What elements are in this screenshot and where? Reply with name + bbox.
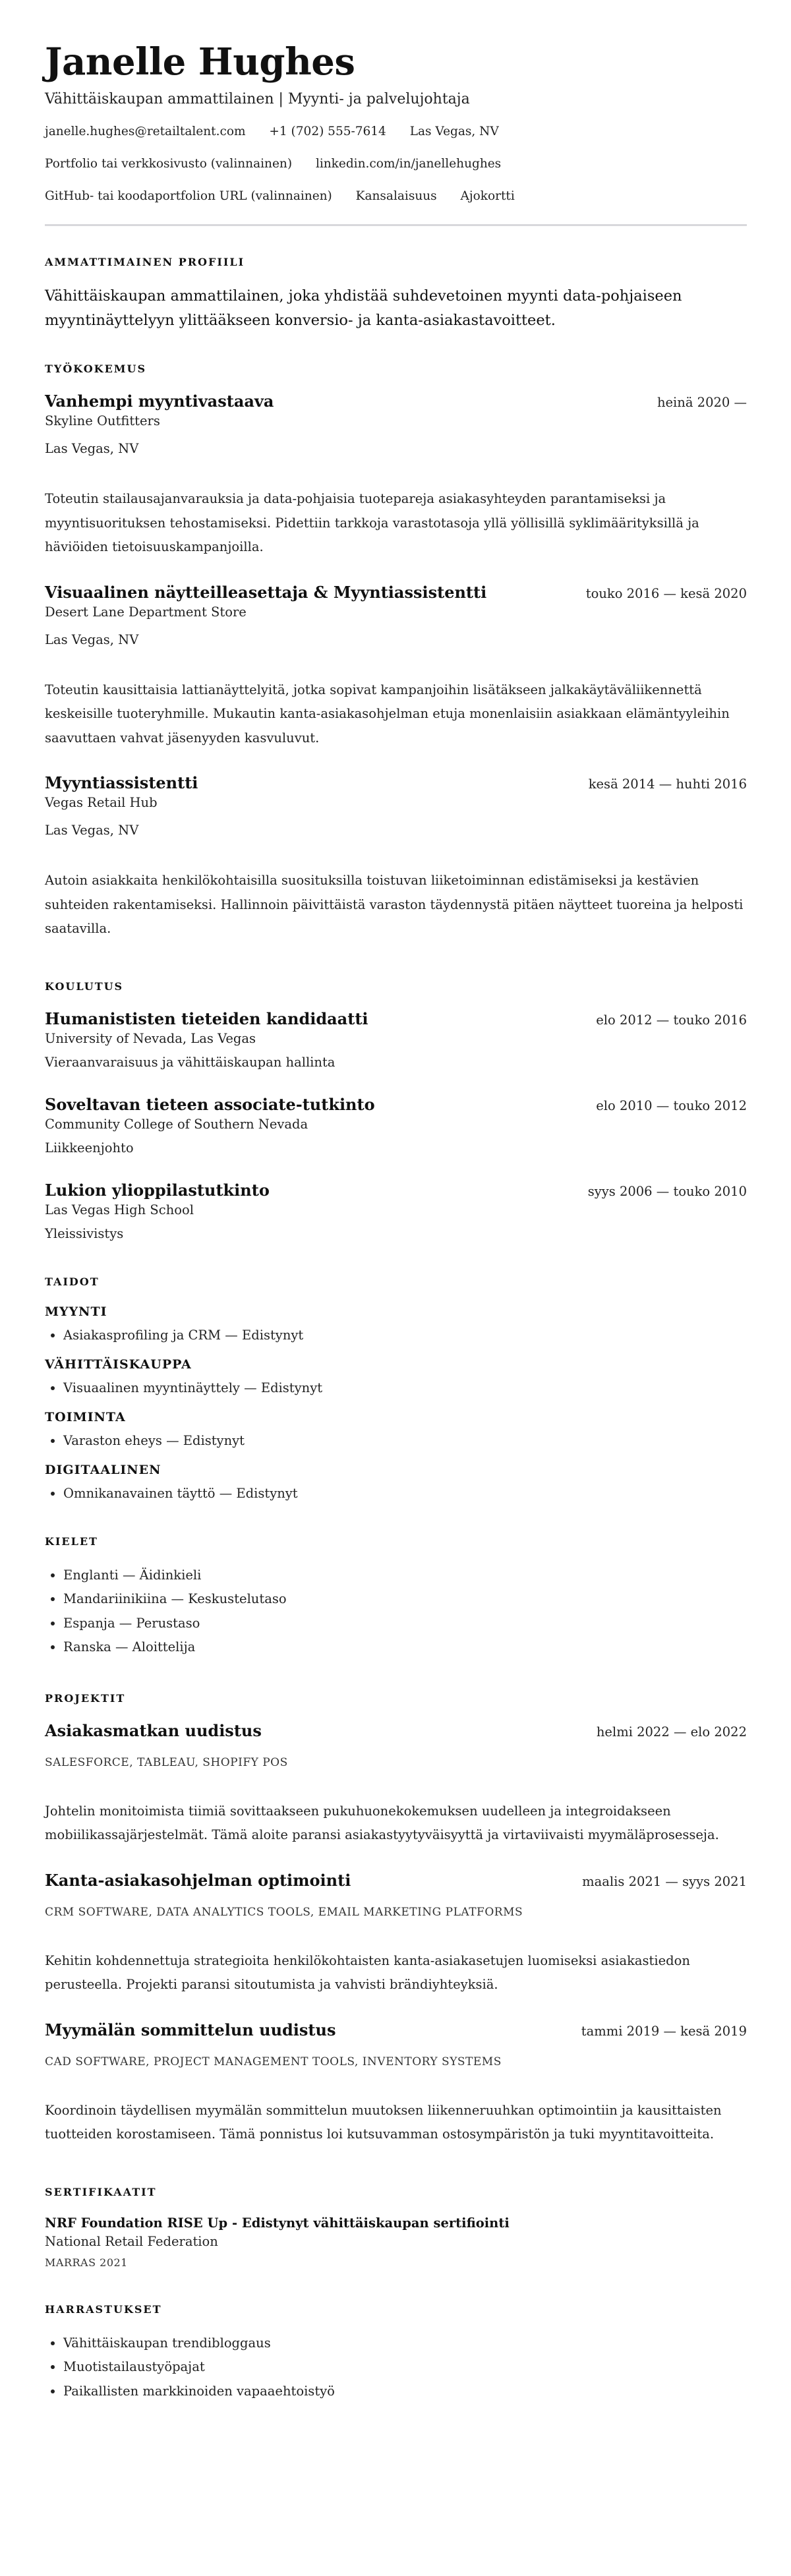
- degree-title: Soveltavan tieteen associate-tutkinto: [45, 1094, 375, 1114]
- company-name: Vegas Retail Hub: [45, 795, 158, 810]
- location: Las Vegas, NV: [409, 125, 499, 138]
- skill-item: • Omnikanavainen täyttö — Edistynyt: [63, 1484, 747, 1503]
- project-entry: [45, 1720, 747, 1848]
- project-title: Myymälän sommittelun uudistus: [45, 2020, 336, 2039]
- job-entry: [45, 391, 747, 560]
- project-title: Asiakasmatkan uudistus: [45, 1720, 262, 1740]
- section-title: PROJEKTIT: [45, 1691, 126, 1705]
- skill-category: DIGITAALINEN: [45, 1462, 161, 1477]
- portfolio-link[interactable]: Portfolio tai verkkosivusto (valinnainen): [45, 157, 293, 171]
- section-title: KIELET: [45, 1535, 98, 1548]
- language-item: • Espanja — Perustaso: [63, 1612, 747, 1636]
- field-of-study: Vieraanvaraisuus ja vähittäiskaupan hallinta: [45, 1054, 336, 1070]
- job-header: [45, 773, 747, 794]
- education-section: [45, 980, 747, 1243]
- education-entry: [45, 1094, 747, 1157]
- skill-category: MYYNTI: [45, 1304, 107, 1319]
- job-dates: kesä 2014 — huhti 2016: [588, 776, 747, 792]
- project-description: Johtelin monitoimista tiimiä sovittaakseen pukuhuonekokemuksen uudelleen ja integroidakseen mobiilikassajärjestelmät. Tämä aloite paransi asiakastyytyväisyyttä ja virtaviivaisti myymäläprosesseja.: [45, 1803, 719, 1842]
- project-description: Kehitin kohdennettuja strategioita henkilökohtaisten kanta-asiakasetujen luomiseksi asiakastiedon perusteella. Projekti paransi sitoutumista ja vahvisti brändiyhteyksiä.: [45, 1952, 690, 1992]
- profile-section: [45, 255, 747, 333]
- project-header: [45, 1720, 747, 1742]
- field-of-study: Liikkeenjohto: [45, 1140, 134, 1156]
- skill-item: • Visuaalinen myyntinäyttely — Edistynyt: [63, 1379, 747, 1397]
- job-dates: touko 2016 — kesä 2020: [585, 585, 747, 601]
- certification-issuer: National Retail Federation: [45, 2233, 218, 2249]
- job-location: Las Vegas, NV: [45, 631, 139, 647]
- education-header: [45, 1009, 747, 1030]
- education-dates: elo 2010 — touko 2012: [596, 1098, 747, 1113]
- education-header: [45, 1180, 747, 1201]
- hobbies-section: [45, 2302, 747, 2404]
- job-description: Autoin asiakkaita henkilökohtaisilla suosituksilla toistuvan liiketoiminnan edistämiseksi ja kestävien suhteiden rakentamiseksi. Hallinnoin päivittäistä varaston täydennystä pitäen näytteet tuoreina ja helposti saatavilla.: [45, 873, 744, 936]
- degree-title: Lukion ylioppilastutkinto: [45, 1180, 270, 1200]
- job-description: Toteutin stailausajanvarauksia ja data-pohjaisia tuotepareja asiakasyhteyden parantamiseksi ja myyntisuorituksen tehostamiseksi. Pidettiin tarkkoja varastotasoja yllä yöllisillä syklimäärityksillä ja häviöiden tietoisuuskampanjoilla.: [45, 491, 699, 554]
- education-entry: [45, 1009, 747, 1072]
- job-header: [45, 391, 747, 412]
- skill-list: [45, 1379, 747, 1397]
- section-title: HARRASTUKSET: [45, 2302, 162, 2316]
- section-title: SERTIFIKAATIT: [45, 2185, 157, 2198]
- contact-line: [45, 156, 747, 172]
- section-title: TAIDOT: [45, 1275, 100, 1288]
- field-of-study: Yleissivistys: [45, 1225, 124, 1241]
- hobby-item: • Paikallisten markkinoiden vapaaehtoistyö: [63, 2380, 747, 2404]
- job-location: Las Vegas, NV: [45, 441, 139, 456]
- skill-item: • Asiakasprofiling ja CRM — Edistynyt: [63, 1326, 747, 1345]
- skills-section: [45, 1275, 747, 1503]
- job-header: [45, 582, 747, 603]
- project-header: [45, 2020, 747, 2041]
- email-link[interactable]: janelle.hughes@retailtalent.com: [45, 125, 246, 138]
- job-title: Vanhempi myyntivastaava: [45, 392, 274, 411]
- language-list: [45, 1564, 747, 1660]
- drivers-license: Ajokortti: [460, 189, 515, 203]
- header-divider: [45, 224, 747, 226]
- skill-list: [45, 1326, 747, 1345]
- section-title: TYÖKOKEMUS: [45, 363, 146, 375]
- project-entry: [45, 1870, 747, 1997]
- job-title: Myyntiassistentti: [45, 773, 198, 792]
- section-title: AMMATTIMAINEN PROFIILI: [45, 256, 245, 268]
- education-header: [45, 1094, 747, 1115]
- project-technologies: SALESFORCE, TABLEAU, SHOPIFY POS: [45, 1755, 288, 1769]
- job-description: Toteutin kausittaisia lattianäyttelyitä, jotka sopivat kampanjoihin lisätäkseen jalkakäytäväliikennettä keskeisille tuoteryhmille. Mukautin kanta-asiakasohjelman etuja monenlaisiin asiakkaan elämäntyyleihin saavuttaen vahvat jäsenyyden kasvuluvut.: [45, 682, 730, 746]
- phone-number[interactable]: +1 (702) 555-7614: [269, 125, 386, 138]
- contact-line: [45, 124, 747, 140]
- github-link[interactable]: GitHub- tai koodaportfolion URL (valinnainen): [45, 189, 332, 203]
- certifications-section: [45, 2185, 747, 2271]
- company-name: Desert Lane Department Store: [45, 604, 247, 620]
- project-dates: maalis 2021 — syys 2021: [582, 1873, 747, 1889]
- hobby-list: [45, 2331, 747, 2404]
- profile-summary: Vähittäiskaupan ammattilainen, joka yhdistää suhdevetoinen myynti data-pohjaiseen myyntinäyttelyyn ylittääkseen konversio- ja kanta-asiakastavoitteet.: [45, 287, 682, 329]
- skill-category: VÄHITTÄISKAUPPA: [45, 1357, 192, 1372]
- language-item: • Englanti — Äidinkieli: [63, 1564, 747, 1588]
- job-title: Visuaalinen näytteilleasettaja & Myyntiassistentti: [45, 582, 487, 602]
- linkedin-link[interactable]: linkedin.com/in/janellehughes: [315, 157, 502, 171]
- hobby-item: • Vähittäiskaupan trendibloggaus: [63, 2331, 747, 2356]
- certification-date: MARRAS 2021: [45, 2256, 128, 2269]
- job-entry: [45, 773, 747, 941]
- project-technologies: CAD SOFTWARE, PROJECT MANAGEMENT TOOLS, INVENTORY SYSTEMS: [45, 2055, 502, 2068]
- project-title: Kanta-asiakasohjelman optimointi: [45, 1870, 351, 1890]
- candidate-headline: Vähittäiskaupan ammattilainen | Myynti- ja palvelujohtaja: [45, 91, 470, 107]
- project-description: Koordinoin täydellisen myymälän sommittelun muutoksen liikenneruuhkan optimointiin ja kausittaisten tuotteiden korostamiseen. Tämä ponnistus loi kutsuvamman ostosympäristön ja tuki myyntitavoitteita.: [45, 2102, 722, 2142]
- skill-item: • Varaston eheys — Edistynyt: [63, 1432, 747, 1450]
- education-dates: syys 2006 — touko 2010: [587, 1183, 747, 1199]
- project-entry: [45, 2020, 747, 2147]
- job-location: Las Vegas, NV: [45, 823, 139, 838]
- school-name: Las Vegas High School: [45, 1202, 194, 1217]
- language-item: • Mandariinikiina — Keskustelutaso: [63, 1587, 747, 1612]
- resume-header: [45, 38, 747, 204]
- experience-section: [45, 362, 747, 941]
- project-technologies: CRM SOFTWARE, DATA ANALYTICS TOOLS, EMAIL MARKETING PLATFORMS: [45, 1905, 523, 1919]
- certification-entry: [45, 2214, 747, 2271]
- language-item: • Ranska — Aloittelija: [63, 1635, 747, 1660]
- company-name: Skyline Outfitters: [45, 413, 160, 428]
- degree-title: Humanististen tieteiden kandidaatti: [45, 1009, 368, 1028]
- hobby-item: • Muotistailaustyöpajat: [63, 2355, 747, 2380]
- project-dates: tammi 2019 — kesä 2019: [581, 2023, 747, 2039]
- project-header: [45, 1870, 747, 1891]
- school-name: University of Nevada, Las Vegas: [45, 1030, 256, 1046]
- project-dates: helmi 2022 — elo 2022: [596, 1724, 747, 1740]
- school-name: Community College of Southern Nevada: [45, 1116, 308, 1132]
- candidate-name: Janelle Hughes: [45, 40, 355, 84]
- skill-list: [45, 1484, 747, 1503]
- skill-category: TOIMINTA: [45, 1409, 126, 1424]
- section-title: KOULUTUS: [45, 980, 124, 993]
- languages-section: [45, 1535, 747, 1660]
- projects-section: [45, 1691, 747, 2147]
- skill-list: [45, 1432, 747, 1450]
- job-entry: [45, 582, 747, 751]
- education-entry: [45, 1180, 747, 1243]
- citizenship: Kansalaisuus: [355, 189, 437, 203]
- job-dates: heinä 2020 —: [657, 395, 747, 410]
- education-dates: elo 2012 — touko 2016: [596, 1012, 747, 1028]
- certification-name: NRF Foundation RISE Up - Edistynyt vähittäiskaupan sertifiointi: [45, 2215, 510, 2231]
- contact-line: [45, 189, 747, 204]
